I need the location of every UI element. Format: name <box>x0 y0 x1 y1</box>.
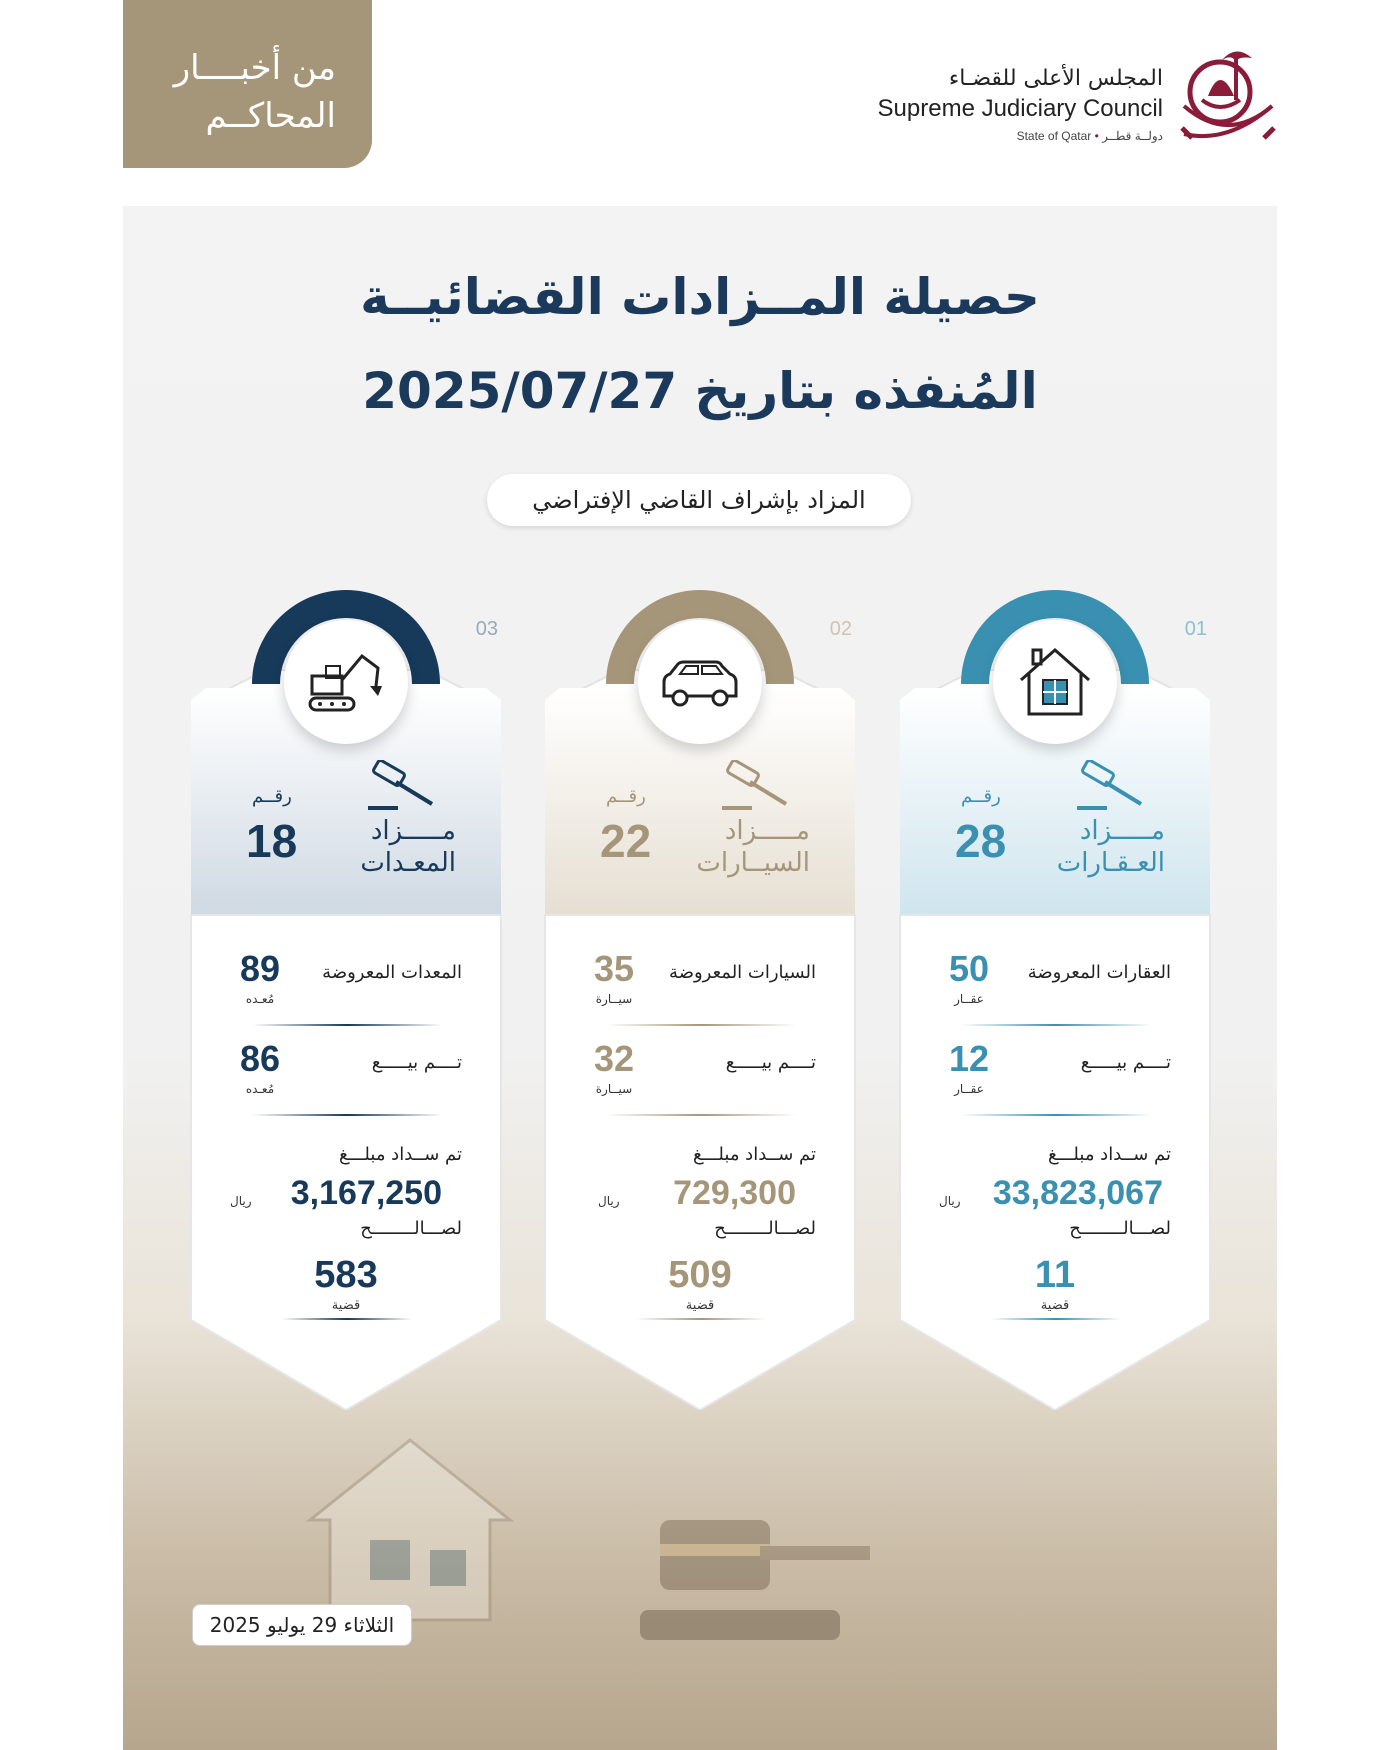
news-tag-line1: من أخبــــار <box>173 48 336 88</box>
separator <box>606 1114 796 1116</box>
offered-unit: مُعـده <box>245 992 275 1006</box>
auction-number: 28 <box>955 815 1007 867</box>
auction-title-1: مـــــزاد <box>370 816 456 846</box>
country-arabic: دولــة قطــر <box>1102 129 1163 143</box>
news-tag-line2: المحاكــم <box>205 96 336 136</box>
cases-value: 583 <box>314 1254 378 1296</box>
paid-label: تم ســداد مبلـــغ <box>1048 1144 1171 1165</box>
sold-label: تــــم بيـــــع <box>1080 1052 1171 1073</box>
council-name-english: Supreme Judiciary Council <box>877 95 1163 122</box>
gavel-icon <box>1075 760 1145 812</box>
separator <box>606 1024 796 1026</box>
car-icon <box>660 642 740 722</box>
house-icon <box>1015 642 1095 722</box>
card-index: 01 <box>1184 618 1207 640</box>
for-label: لصـــالــــــــح <box>1069 1218 1171 1239</box>
news-tag <box>123 0 372 168</box>
currency: ريال <box>598 1194 620 1208</box>
auction-title-2: السيــارات <box>696 848 810 878</box>
currency: ريال <box>939 1194 961 1208</box>
paid-label: تم ســداد مبلـــغ <box>693 1144 816 1165</box>
for-label: لصـــالــــــــح <box>360 1218 462 1239</box>
separator <box>252 1114 442 1116</box>
icon-circle <box>638 620 762 744</box>
icon-circle <box>993 620 1117 744</box>
auction-number-label: رقــم <box>252 786 292 807</box>
auction-number-label: رقــم <box>606 786 646 807</box>
icon-circle <box>284 620 408 744</box>
offered-label: المعدات المعروضة <box>322 962 462 983</box>
separator <box>961 1114 1151 1116</box>
page-title-line1: حصيلة المــزادات القضائيــة <box>360 268 1040 326</box>
subtitle-pill: المزاد بإشراف القاضي الإفتراضي <box>487 474 911 526</box>
cases-unit: قضية <box>1040 1298 1070 1313</box>
paid-amount: 33,823,067 <box>992 1174 1163 1212</box>
sold-unit: سيــارة <box>595 1082 633 1096</box>
card-real-estate <box>895 590 1215 1410</box>
auction-number: 22 <box>600 815 652 867</box>
separator <box>961 1024 1151 1026</box>
sold-label: تــــم بيـــــع <box>371 1052 462 1073</box>
sold-value: 32 <box>593 1038 635 1079</box>
background-house-icon <box>300 1430 520 1630</box>
offered-value: 50 <box>948 948 990 989</box>
auction-number: 18 <box>246 815 298 867</box>
separator <box>252 1024 442 1026</box>
separator <box>636 1318 766 1320</box>
paid-label: تم ســداد مبلـــغ <box>339 1144 462 1165</box>
auction-title-1: مـــــزاد <box>724 816 810 846</box>
for-label: لصـــالــــــــح <box>714 1218 816 1239</box>
sold-value: 86 <box>239 1038 281 1079</box>
offered-unit: سيــارة <box>595 992 633 1006</box>
paid-amount: 3,167,250 <box>290 1174 442 1212</box>
separator <box>991 1318 1121 1320</box>
cases-value: 11 <box>1034 1254 1076 1296</box>
card-index: 03 <box>475 618 498 640</box>
paid-amount: 729,300 <box>673 1174 796 1212</box>
qatar-emblem-icon <box>1178 34 1278 146</box>
gavel-icon <box>720 760 790 812</box>
council-name-arabic: المجلس الأعلى للقضـاء <box>948 66 1163 91</box>
card-index: 02 <box>829 618 852 640</box>
council-logo-text <box>878 66 1163 143</box>
page-title-line2: المُنفذه بتاريخ 2025/07/27 <box>362 362 1038 420</box>
sold-unit: مُعـده <box>245 1082 275 1096</box>
cases-unit: قضية <box>685 1298 715 1313</box>
sold-value: 12 <box>948 1038 990 1079</box>
card-cars <box>540 590 860 1410</box>
offered-value: 35 <box>593 948 635 989</box>
currency: ريال <box>230 1194 252 1208</box>
background-gavel-icon <box>640 1480 870 1650</box>
separator <box>282 1318 412 1320</box>
excavator-icon <box>306 642 386 722</box>
country-line: State of Qatar • دولــة قطــر <box>1016 129 1163 143</box>
auction-title-1: مـــــزاد <box>1079 816 1165 846</box>
offered-label: العقارات المعروضة <box>1027 962 1171 983</box>
offered-unit: عقــار <box>954 992 984 1006</box>
date-badge: الثلاثاء 29 يوليو 2025 <box>192 1604 412 1646</box>
offered-label: السيارات المعروضة <box>669 962 816 983</box>
sold-unit: عقــار <box>954 1082 984 1096</box>
sold-label: تــــم بيـــــع <box>725 1052 816 1073</box>
auction-title-2: المعـدات <box>360 848 456 878</box>
cases-unit: قضية <box>331 1298 361 1313</box>
cases-value: 509 <box>668 1254 732 1296</box>
card-equipment <box>186 590 506 1410</box>
auction-number-label: رقــم <box>961 786 1001 807</box>
gavel-icon <box>366 760 436 812</box>
country-english: State of Qatar <box>1016 129 1092 143</box>
offered-value: 89 <box>239 948 281 989</box>
auction-title-2: العـقـارات <box>1056 848 1165 878</box>
